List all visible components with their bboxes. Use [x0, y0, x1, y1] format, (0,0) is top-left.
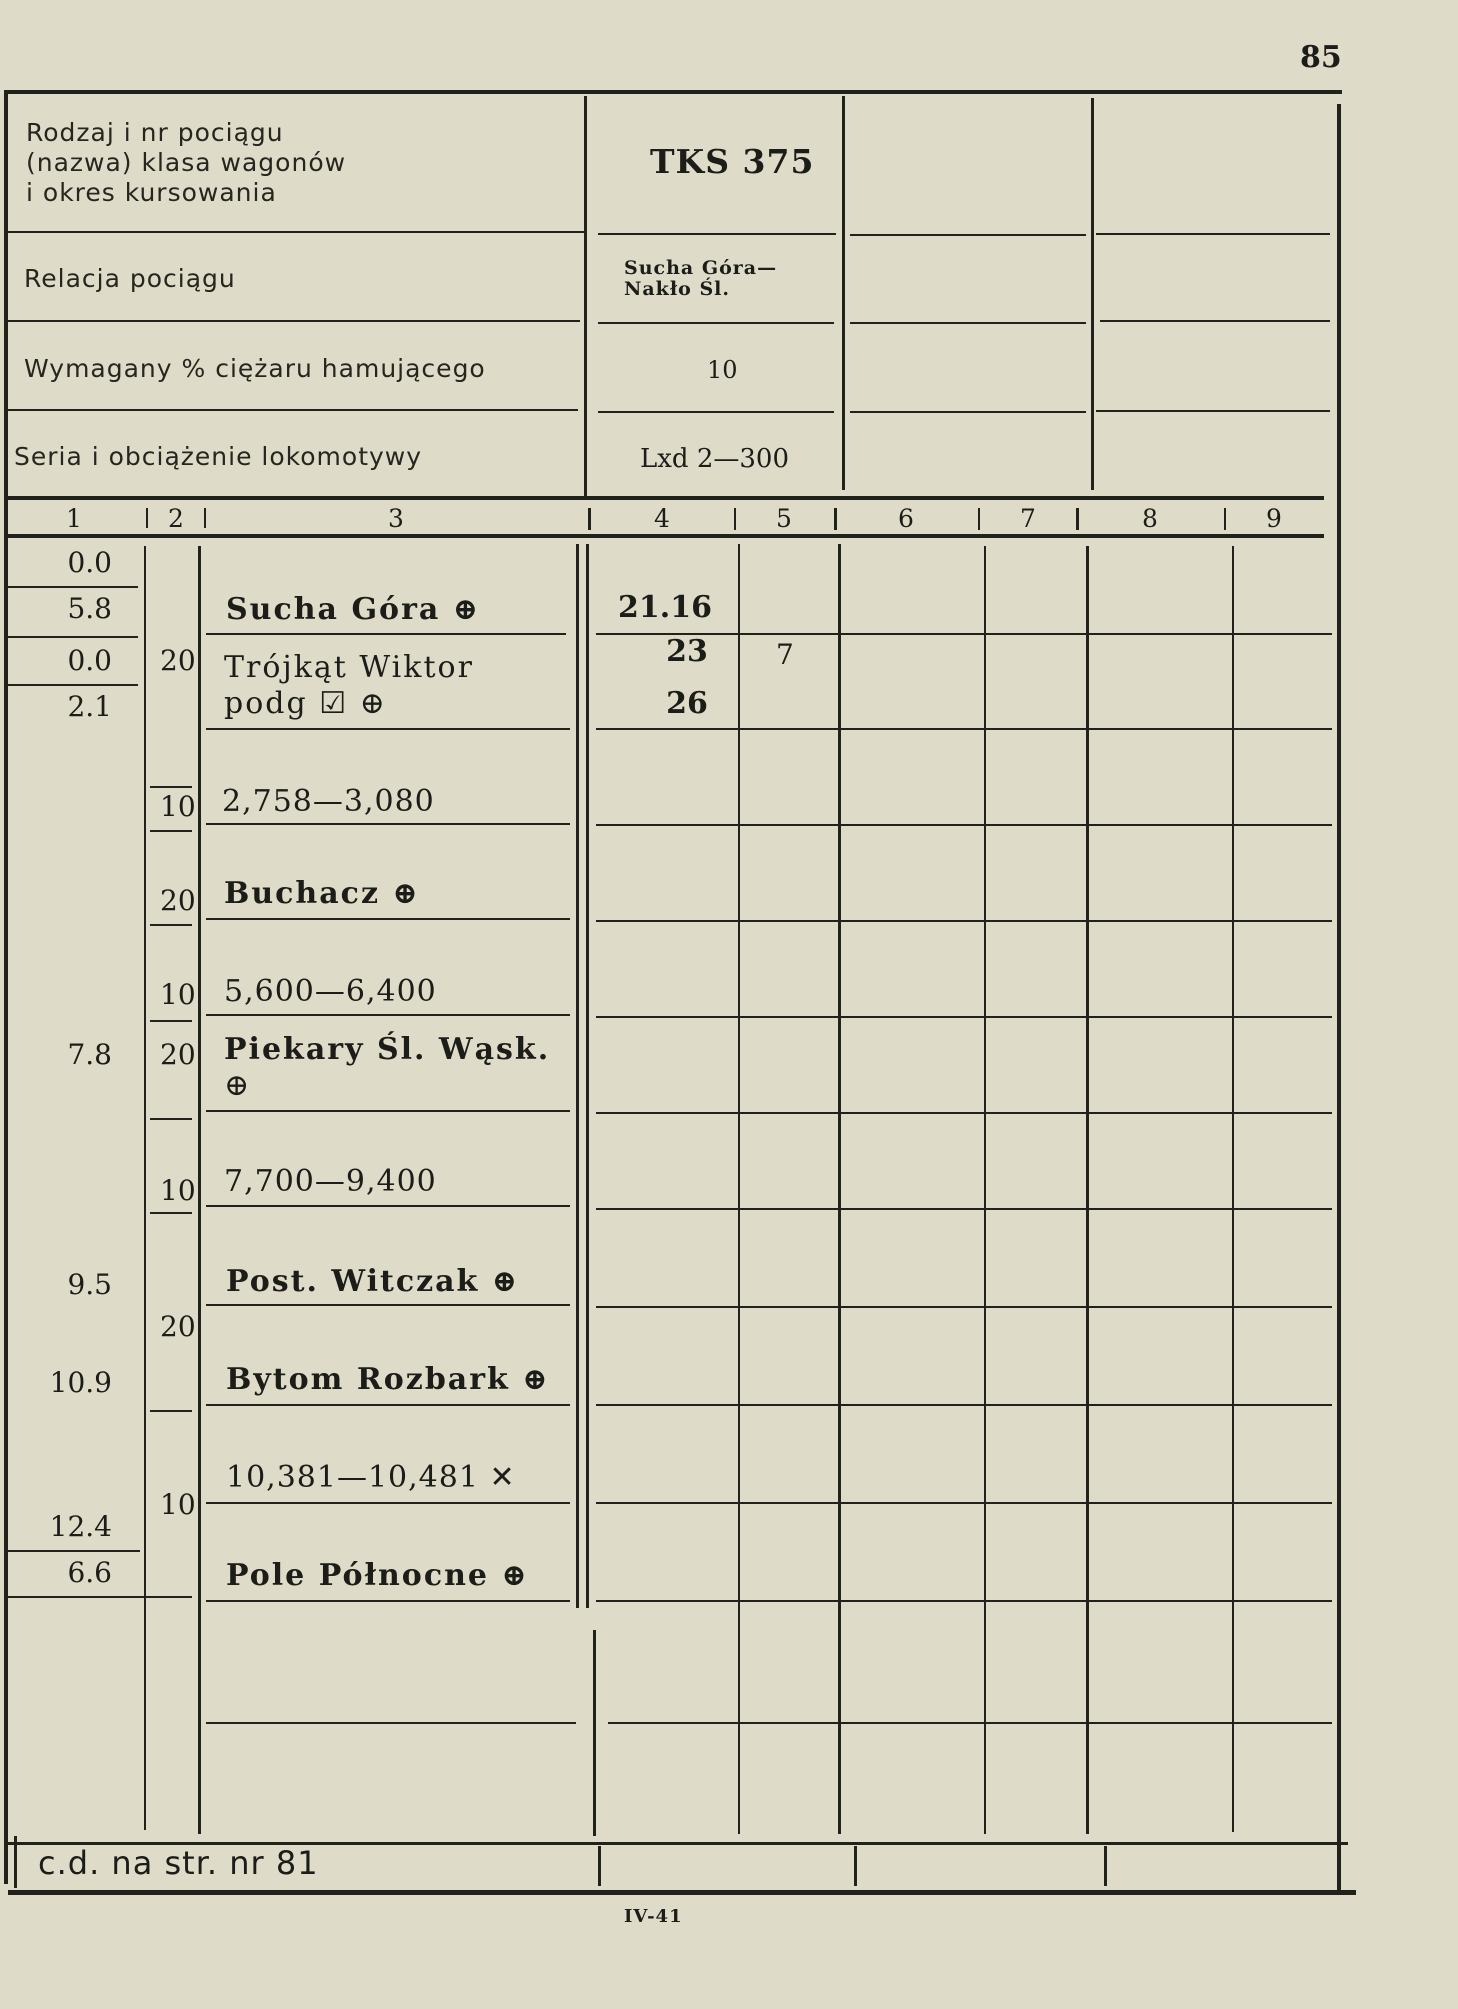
km-value: 5.8	[67, 592, 112, 625]
station-trojkat-wiktor	[224, 650, 474, 722]
footer-div-1	[598, 1846, 601, 1886]
left-border	[4, 94, 8, 1884]
hdr-row-line-1b	[598, 233, 836, 235]
colnum-div-1	[146, 508, 148, 528]
km-range-2: 5,600—6,400	[224, 974, 437, 1009]
km-value: 0.0	[67, 644, 112, 677]
station-trojkat-line2: podg ☑ ⊕	[224, 686, 387, 721]
body-vline-6	[984, 546, 986, 1834]
km-line-1	[8, 586, 138, 588]
body-vline-8	[1232, 546, 1234, 1832]
hdr-divider-3	[1091, 98, 1094, 490]
row-line-4-grid	[596, 920, 1332, 922]
colnum-div-6	[978, 508, 980, 530]
km-range-3: 7,700—9,400	[224, 1164, 437, 1199]
row-line-10-grid	[596, 1502, 1332, 1504]
speed-line-3	[150, 924, 192, 926]
hdr-row-line-1a	[8, 231, 584, 233]
km-value: 0.0	[67, 546, 112, 579]
footer-div-3	[1104, 1846, 1107, 1886]
station-sucha-gora: Sucha Góra ⊕	[226, 592, 480, 627]
hdr-row-line-3a	[8, 409, 578, 411]
km-value: 10.9	[49, 1366, 112, 1399]
locomotive-value: Lxd 2—300	[640, 444, 790, 474]
km-value: 2.1	[67, 690, 112, 723]
station-bytom-rozbark: Bytom Rozbark ⊕	[226, 1362, 550, 1397]
speed-line-2	[150, 830, 192, 832]
station-piekary-line2: ⊕	[224, 1068, 252, 1103]
speed-value: 10	[160, 978, 196, 1011]
label-locomotive: Seria i obciążenie lokomotywy	[14, 442, 423, 471]
hdr-divider-1	[584, 96, 587, 496]
colnum-div-8	[1224, 508, 1226, 530]
hdr-row-line-2a	[8, 320, 580, 322]
relation-line1: Sucha Góra—	[624, 257, 778, 279]
body-vline-station-a	[576, 544, 579, 1608]
bottom-border	[8, 1890, 1356, 1895]
row-line-5-grid	[596, 1016, 1332, 1018]
row-line-2-grid	[596, 728, 1332, 730]
body-vline-4	[738, 544, 740, 1834]
page-number: 85	[1300, 40, 1342, 75]
colnum-div-2	[204, 508, 206, 528]
speed-value: 10	[160, 1488, 196, 1521]
speed-value: 20	[160, 884, 196, 917]
row-line-8	[206, 1304, 570, 1306]
row-line-1	[206, 633, 566, 635]
row-line-10	[206, 1502, 570, 1504]
hdr-row-line-1d	[1096, 233, 1330, 235]
station-buchacz: Buchacz ⊕	[224, 876, 420, 911]
speed-value: 20	[160, 644, 196, 677]
arrival-time: 23	[666, 634, 708, 669]
speed-line-5	[150, 1118, 192, 1120]
station-piekary	[224, 1032, 550, 1104]
station-piekary-line1: Piekary Śl. Wąsk.	[224, 1032, 551, 1067]
brake-percent-value: 10	[707, 356, 738, 384]
colnum-9: 9	[1266, 504, 1282, 533]
label-relation: Relacja pociągu	[24, 264, 236, 293]
label-train-type-line1: Rodzaj i nr pociągu	[26, 118, 284, 147]
footer-left-line	[14, 1836, 17, 1888]
speed-value: 10	[160, 1174, 196, 1207]
km-value: 7.8	[67, 1038, 112, 1071]
footer-div-2	[854, 1846, 857, 1886]
train-relation	[624, 258, 777, 300]
continuation-note: c.d. na str. nr 81	[38, 1844, 319, 1882]
hdr-row-line-2d	[1100, 320, 1330, 322]
speed-line-6	[150, 1212, 192, 1214]
body-vline-station-b	[586, 544, 589, 1608]
stop-minutes: 7	[776, 638, 794, 671]
departure-time: 21.16	[618, 590, 712, 625]
colnum-div-7	[1076, 508, 1079, 530]
row-line-11-grid	[596, 1600, 1332, 1602]
row-line-7-grid	[596, 1208, 1332, 1210]
km-line-3	[8, 684, 138, 686]
row-line-6	[206, 1110, 570, 1112]
hdr-divider-2	[842, 96, 845, 490]
body-vline-km	[144, 546, 146, 1830]
station-pole-polnocne: Pole Północne ⊕	[226, 1558, 529, 1593]
row-line-5	[206, 1014, 570, 1016]
hdr-row-line-2c	[850, 322, 1086, 324]
hdr-row-line-3b	[598, 411, 834, 413]
colnum-1: 1	[66, 504, 82, 533]
row-line-12-grid	[608, 1722, 1332, 1724]
speed-line-7	[150, 1410, 192, 1412]
hdr-row-line-3d	[1096, 410, 1330, 412]
colnum-div-3	[588, 508, 591, 530]
colnum-div-4	[734, 508, 736, 530]
row-line-2	[206, 728, 570, 730]
colnum-5: 5	[776, 504, 792, 533]
train-number: TKS 375	[650, 142, 815, 181]
hdr-row-line-3c	[850, 411, 1086, 413]
speed-value: 10	[160, 790, 196, 823]
colnum-2: 2	[168, 504, 184, 533]
km-range-4: 10,381—10,481 ✕	[226, 1460, 516, 1495]
colnum-3: 3	[388, 504, 404, 533]
row-line-8-grid	[596, 1306, 1332, 1308]
station-trojkat-line1: Trójkąt Wiktor	[224, 650, 474, 685]
label-train-type	[26, 118, 346, 208]
km-line-5	[8, 1596, 192, 1598]
right-border	[1337, 104, 1341, 1894]
row-line-7	[206, 1205, 570, 1207]
hdr-row-line-2b	[598, 322, 834, 324]
km-range-1: 2,758—3,080	[222, 784, 435, 819]
station-witczak: Post. Witczak ⊕	[226, 1264, 519, 1299]
row-line-12	[206, 1722, 576, 1724]
hdr-row-line-1c	[850, 234, 1086, 236]
label-train-type-line2: (nazwa) klasa wagonów	[26, 148, 347, 177]
km-value: 12.4	[49, 1510, 112, 1543]
km-value: 9.5	[67, 1268, 112, 1301]
row-line-4	[206, 918, 570, 920]
colnum-bottom-line	[4, 534, 1324, 538]
km-line-4	[8, 1550, 140, 1552]
colnum-4: 4	[654, 504, 670, 533]
departure-time: 26	[666, 686, 708, 721]
km-line-2	[8, 636, 138, 638]
speed-value: 20	[160, 1310, 196, 1343]
row-line-6-grid	[596, 1112, 1332, 1114]
colnum-6: 6	[898, 504, 914, 533]
page-code: IV-41	[624, 1906, 683, 1927]
label-brake-percent: Wymagany % ciężaru hamującego	[24, 354, 486, 383]
row-line-11	[206, 1600, 570, 1602]
speed-value: 20	[160, 1038, 196, 1071]
row-line-3	[206, 823, 570, 825]
colnum-7: 7	[1020, 504, 1036, 533]
body-vline-5	[838, 544, 841, 1834]
relation-line2: Nakło Śl.	[624, 278, 730, 300]
row-line-9-grid	[596, 1404, 1332, 1406]
colnum-div-5	[834, 508, 837, 530]
colnum-8: 8	[1142, 504, 1158, 533]
body-vline-station-c	[593, 1630, 596, 1836]
colnum-top-line	[4, 496, 1324, 500]
row-line-9	[206, 1404, 570, 1406]
speed-line-4	[150, 1020, 192, 1022]
label-train-type-line3: i okres kursowania	[26, 178, 277, 207]
body-vline-speed	[198, 546, 201, 1834]
km-value: 6.6	[67, 1556, 112, 1589]
body-vline-7	[1086, 546, 1089, 1834]
top-border	[4, 90, 1342, 94]
row-line-3-grid	[596, 824, 1332, 826]
speed-line-1	[150, 786, 192, 788]
